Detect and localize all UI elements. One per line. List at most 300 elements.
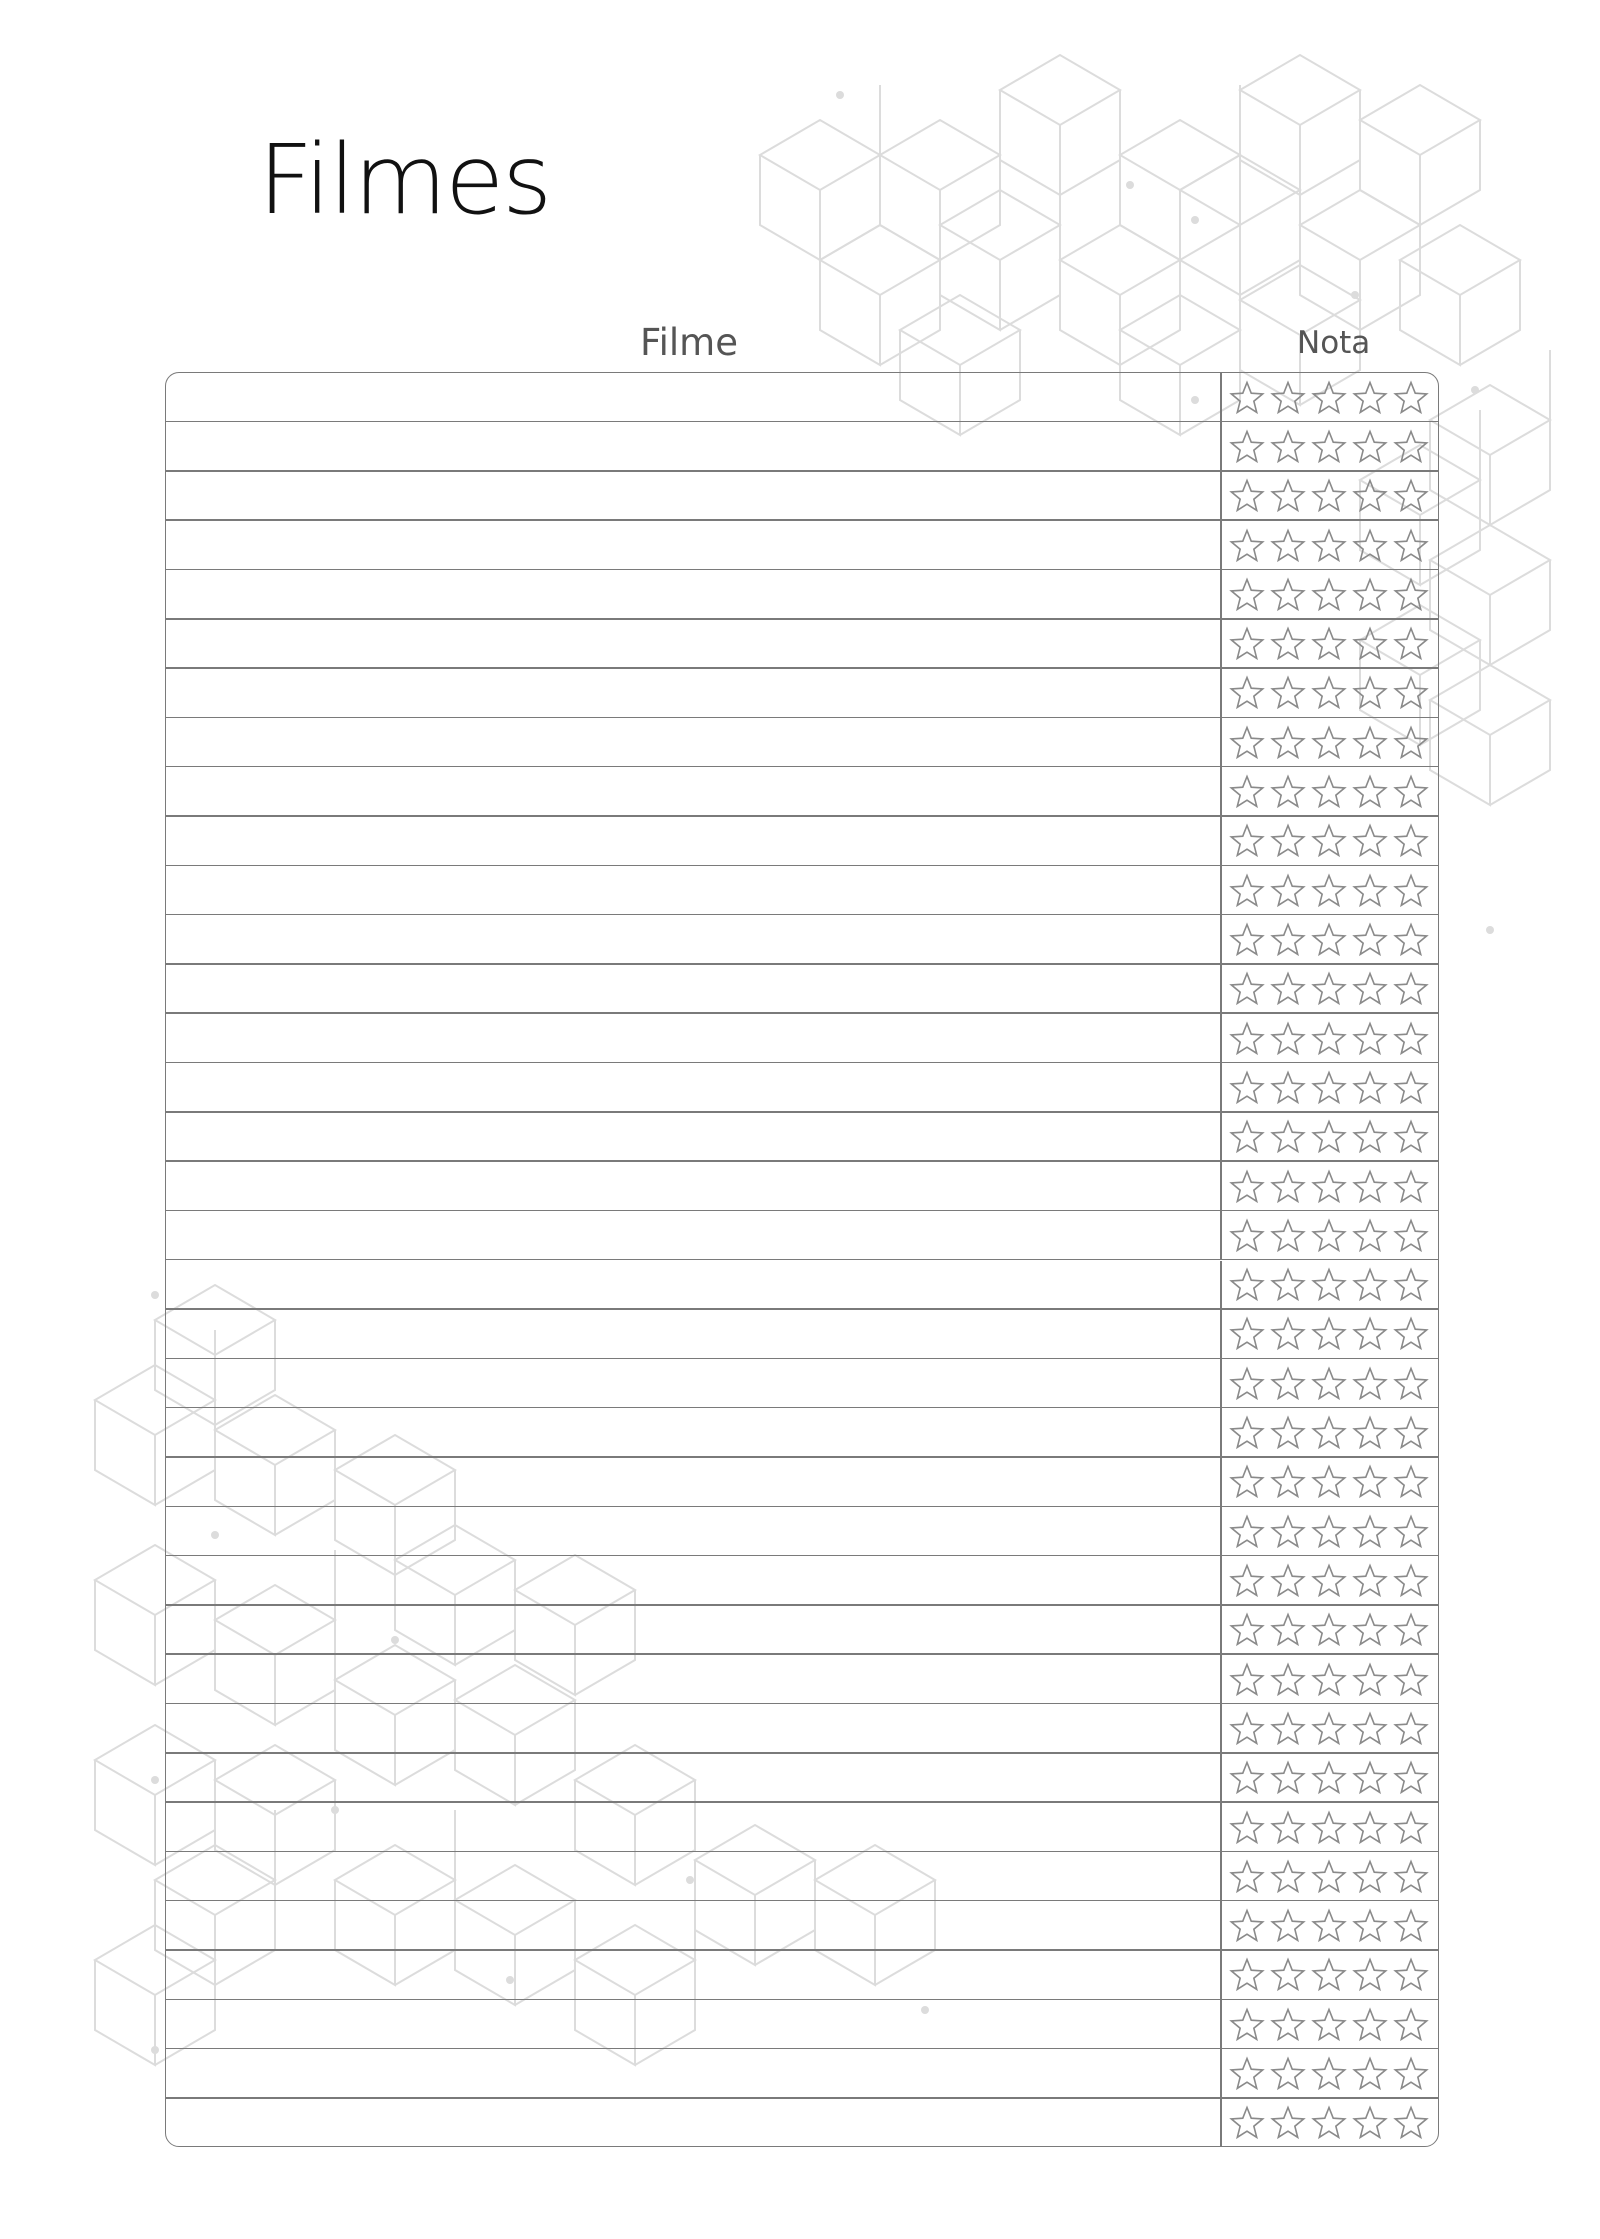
column-divider (1220, 1261, 1222, 1310)
table-row (166, 1901, 1438, 1950)
star-rating (1229, 1261, 1434, 1310)
star-outline-icon[interactable] (1311, 1316, 1347, 1352)
star-outline-icon[interactable] (1229, 1612, 1265, 1648)
film-title-field[interactable] (166, 767, 1220, 816)
table-row (166, 1359, 1438, 1408)
star-outline-icon[interactable] (1270, 1859, 1306, 1895)
table-row (166, 767, 1438, 816)
star-outline-icon[interactable] (1270, 1021, 1306, 1057)
star-outline-icon[interactable] (1352, 1711, 1388, 1747)
star-outline-icon[interactable] (1229, 1267, 1265, 1303)
star-outline-icon[interactable] (1393, 1662, 1429, 1698)
column-divider (1220, 1211, 1222, 1260)
star-outline-icon[interactable] (1229, 1514, 1265, 1550)
star-outline-icon[interactable] (1393, 823, 1429, 859)
star-outline-icon[interactable] (1352, 1267, 1388, 1303)
star-outline-icon[interactable] (1270, 1908, 1306, 1944)
star-outline-icon[interactable] (1229, 1859, 1265, 1895)
star-outline-icon[interactable] (1270, 873, 1306, 909)
star-outline-icon[interactable] (1270, 725, 1306, 761)
star-outline-icon[interactable] (1311, 1859, 1347, 1895)
film-title-field[interactable] (166, 915, 1220, 964)
star-outline-icon[interactable] (1270, 1070, 1306, 1106)
star-outline-icon[interactable] (1352, 380, 1388, 416)
star-outline-icon[interactable] (1311, 675, 1347, 711)
film-title-field[interactable] (166, 1754, 1220, 1803)
star-outline-icon[interactable] (1352, 1415, 1388, 1451)
star-outline-icon[interactable] (1352, 1119, 1388, 1155)
star-outline-icon[interactable] (1352, 1908, 1388, 1944)
film-title-field[interactable] (166, 1211, 1220, 1260)
star-outline-icon[interactable] (1393, 1119, 1429, 1155)
star-outline-icon[interactable] (1311, 1957, 1347, 1993)
table-row (166, 1113, 1438, 1162)
star-outline-icon[interactable] (1229, 1218, 1265, 1254)
film-title-field[interactable] (166, 1261, 1220, 1310)
film-title-field[interactable] (166, 1408, 1220, 1457)
film-title-field[interactable] (166, 521, 1220, 570)
star-outline-icon[interactable] (1393, 1021, 1429, 1057)
film-title-field[interactable] (166, 1162, 1220, 1211)
star-outline-icon[interactable] (1311, 1218, 1347, 1254)
star-outline-icon[interactable] (1229, 725, 1265, 761)
star-rating (1229, 1162, 1434, 1211)
star-outline-icon[interactable] (1311, 2105, 1347, 2141)
star-outline-icon[interactable] (1352, 1021, 1388, 1057)
star-outline-icon[interactable] (1311, 380, 1347, 416)
star-outline-icon[interactable] (1270, 478, 1306, 514)
column-divider (1220, 1507, 1222, 1556)
pattern-node-dot (836, 91, 844, 99)
star-outline-icon[interactable] (1311, 1464, 1347, 1500)
star-outline-icon[interactable] (1352, 1514, 1388, 1550)
column-divider (1220, 1606, 1222, 1655)
star-outline-icon[interactable] (1270, 2007, 1306, 2043)
star-outline-icon[interactable] (1229, 1563, 1265, 1599)
star-rating (1229, 1014, 1434, 1063)
star-outline-icon[interactable] (1393, 1366, 1429, 1402)
film-title-field[interactable] (166, 620, 1220, 669)
star-outline-icon[interactable] (1311, 1514, 1347, 1550)
film-title-field[interactable] (166, 472, 1220, 521)
star-rating (1229, 1951, 1434, 2000)
pattern-node-dot (1191, 216, 1199, 224)
star-outline-icon[interactable] (1393, 1218, 1429, 1254)
star-rating (1229, 1507, 1434, 1556)
star-outline-icon[interactable] (1229, 1070, 1265, 1106)
star-rating (1229, 1754, 1434, 1803)
star-outline-icon[interactable] (1311, 1070, 1347, 1106)
film-title-field[interactable] (166, 1507, 1220, 1556)
star-outline-icon[interactable] (1229, 1810, 1265, 1846)
star-outline-icon[interactable] (1270, 675, 1306, 711)
star-outline-icon[interactable] (1352, 725, 1388, 761)
star-outline-icon[interactable] (1229, 1711, 1265, 1747)
star-outline-icon[interactable] (1270, 1810, 1306, 1846)
star-outline-icon[interactable] (1229, 1760, 1265, 1796)
table-row (166, 817, 1438, 866)
star-rating (1229, 1359, 1434, 1408)
star-rating (1229, 1655, 1434, 1704)
star-outline-icon[interactable] (1229, 380, 1265, 416)
star-outline-icon[interactable] (1270, 1169, 1306, 1205)
table-row (166, 1310, 1438, 1359)
star-outline-icon[interactable] (1229, 1316, 1265, 1352)
cube-outline (820, 225, 940, 365)
star-outline-icon[interactable] (1311, 823, 1347, 859)
star-outline-icon[interactable] (1393, 429, 1429, 465)
star-outline-icon[interactable] (1270, 1957, 1306, 1993)
star-outline-icon[interactable] (1229, 1119, 1265, 1155)
star-outline-icon[interactable] (1311, 971, 1347, 1007)
star-rating (1229, 373, 1434, 422)
star-outline-icon[interactable] (1352, 675, 1388, 711)
star-outline-icon[interactable] (1352, 1859, 1388, 1895)
star-outline-icon[interactable] (1270, 922, 1306, 958)
star-outline-icon[interactable] (1352, 774, 1388, 810)
column-divider (1220, 2049, 1222, 2098)
star-outline-icon[interactable] (1352, 1760, 1388, 1796)
star-outline-icon[interactable] (1311, 1563, 1347, 1599)
table-row (166, 570, 1438, 619)
film-title-field[interactable] (166, 1063, 1220, 1112)
star-outline-icon[interactable] (1311, 1810, 1347, 1846)
column-divider (1220, 2000, 1222, 2049)
star-outline-icon[interactable] (1393, 1464, 1429, 1500)
table-row (166, 373, 1438, 422)
star-outline-icon[interactable] (1352, 2007, 1388, 2043)
star-outline-icon[interactable] (1311, 1711, 1347, 1747)
table-row (166, 1211, 1438, 1260)
star-outline-icon[interactable] (1311, 577, 1347, 613)
table-row (166, 422, 1438, 471)
star-outline-icon[interactable] (1311, 1021, 1347, 1057)
star-outline-icon[interactable] (1393, 1612, 1429, 1648)
film-title-field[interactable] (166, 1852, 1220, 1901)
column-divider (1220, 767, 1222, 816)
star-outline-icon[interactable] (1270, 1514, 1306, 1550)
table-row (166, 620, 1438, 669)
star-outline-icon[interactable] (1270, 528, 1306, 564)
table-row (166, 1606, 1438, 1655)
star-outline-icon[interactable] (1270, 1563, 1306, 1599)
star-rating (1229, 1310, 1434, 1359)
table-row (166, 1014, 1438, 1063)
star-outline-icon[interactable] (1229, 429, 1265, 465)
star-outline-icon[interactable] (1311, 725, 1347, 761)
star-outline-icon[interactable] (1229, 971, 1265, 1007)
star-outline-icon[interactable] (1393, 2007, 1429, 2043)
star-outline-icon[interactable] (1352, 1169, 1388, 1205)
star-outline-icon[interactable] (1393, 1711, 1429, 1747)
column-divider (1220, 1852, 1222, 1901)
column-divider (1220, 718, 1222, 767)
star-outline-icon[interactable] (1229, 528, 1265, 564)
cube-outline (1000, 55, 1120, 195)
star-outline-icon[interactable] (1270, 1119, 1306, 1155)
star-outline-icon[interactable] (1352, 577, 1388, 613)
star-outline-icon[interactable] (1229, 1908, 1265, 1944)
film-title-field[interactable] (166, 965, 1220, 1014)
star-outline-icon[interactable] (1311, 429, 1347, 465)
star-outline-icon[interactable] (1311, 1662, 1347, 1698)
star-outline-icon[interactable] (1352, 1563, 1388, 1599)
star-outline-icon[interactable] (1270, 577, 1306, 613)
star-outline-icon[interactable] (1352, 478, 1388, 514)
film-title-field[interactable] (166, 1951, 1220, 2000)
table-row (166, 1556, 1438, 1605)
star-outline-icon[interactable] (1229, 1169, 1265, 1205)
star-outline-icon[interactable] (1393, 1267, 1429, 1303)
star-outline-icon[interactable] (1270, 1267, 1306, 1303)
star-outline-icon[interactable] (1393, 1169, 1429, 1205)
star-outline-icon[interactable] (1352, 1957, 1388, 1993)
table-row (166, 1655, 1438, 1704)
star-outline-icon[interactable] (1229, 2105, 1265, 2141)
star-outline-icon[interactable] (1311, 1119, 1347, 1155)
star-rating (1229, 669, 1434, 718)
star-outline-icon[interactable] (1311, 528, 1347, 564)
film-title-field[interactable] (166, 1901, 1220, 1950)
star-outline-icon[interactable] (1270, 1218, 1306, 1254)
star-outline-icon[interactable] (1393, 922, 1429, 958)
cube-outline (1430, 525, 1550, 665)
star-outline-icon[interactable] (1352, 1366, 1388, 1402)
star-outline-icon[interactable] (1229, 577, 1265, 613)
star-outline-icon[interactable] (1229, 1464, 1265, 1500)
cube-outline (760, 120, 880, 260)
film-title-field[interactable] (166, 718, 1220, 767)
table-row (166, 1704, 1438, 1753)
column-divider (1220, 1951, 1222, 2000)
star-outline-icon[interactable] (1229, 1415, 1265, 1451)
star-outline-icon[interactable] (1270, 429, 1306, 465)
star-outline-icon[interactable] (1311, 2007, 1347, 2043)
film-title-field[interactable] (166, 1704, 1220, 1753)
star-outline-icon[interactable] (1352, 971, 1388, 1007)
star-outline-icon[interactable] (1393, 1810, 1429, 1846)
star-outline-icon[interactable] (1229, 675, 1265, 711)
star-outline-icon[interactable] (1393, 2056, 1429, 2092)
star-outline-icon[interactable] (1229, 823, 1265, 859)
pattern-node-dot (1471, 386, 1479, 394)
star-outline-icon[interactable] (1393, 528, 1429, 564)
star-outline-icon[interactable] (1352, 2056, 1388, 2092)
film-title-field[interactable] (166, 2099, 1220, 2147)
star-outline-icon[interactable] (1352, 1810, 1388, 1846)
star-outline-icon[interactable] (1352, 626, 1388, 662)
star-outline-icon[interactable] (1270, 1711, 1306, 1747)
star-outline-icon[interactable] (1270, 2056, 1306, 2092)
pattern-node-dot (1126, 181, 1134, 189)
star-rating (1229, 1901, 1434, 1950)
star-rating (1229, 422, 1434, 471)
star-outline-icon[interactable] (1393, 1514, 1429, 1550)
column-divider (1220, 1704, 1222, 1753)
star-outline-icon[interactable] (1393, 774, 1429, 810)
star-rating (1229, 2049, 1434, 2098)
star-outline-icon[interactable] (1393, 873, 1429, 909)
star-outline-icon[interactable] (1311, 774, 1347, 810)
film-title-field[interactable] (166, 1014, 1220, 1063)
star-outline-icon[interactable] (1311, 873, 1347, 909)
star-rating (1229, 570, 1434, 619)
film-title-field[interactable] (166, 373, 1220, 422)
film-title-field[interactable] (166, 817, 1220, 866)
star-outline-icon[interactable] (1229, 2007, 1265, 2043)
star-rating (1229, 1704, 1434, 1753)
table-row (166, 1408, 1438, 1457)
table-row (166, 718, 1438, 767)
star-outline-icon[interactable] (1352, 823, 1388, 859)
star-outline-icon[interactable] (1311, 1908, 1347, 1944)
star-outline-icon[interactable] (1229, 1662, 1265, 1698)
column-divider (1220, 965, 1222, 1014)
star-outline-icon[interactable] (1229, 922, 1265, 958)
film-title-field[interactable] (166, 2000, 1220, 2049)
column-divider (1220, 521, 1222, 570)
star-outline-icon[interactable] (1352, 2105, 1388, 2141)
film-title-field[interactable] (166, 1310, 1220, 1359)
star-outline-icon[interactable] (1352, 1070, 1388, 1106)
star-rating (1229, 817, 1434, 866)
star-outline-icon[interactable] (1311, 1169, 1347, 1205)
table-row (166, 1754, 1438, 1803)
star-rating (1229, 620, 1434, 669)
star-outline-icon[interactable] (1270, 1662, 1306, 1698)
star-outline-icon[interactable] (1352, 873, 1388, 909)
star-rating (1229, 1803, 1434, 1852)
table-row (166, 1507, 1438, 1556)
star-outline-icon[interactable] (1393, 1908, 1429, 1944)
film-title-field[interactable] (166, 1113, 1220, 1162)
star-outline-icon[interactable] (1270, 1415, 1306, 1451)
star-outline-icon[interactable] (1270, 1316, 1306, 1352)
star-outline-icon[interactable] (1270, 1760, 1306, 1796)
film-title-field[interactable] (166, 866, 1220, 915)
star-outline-icon[interactable] (1311, 478, 1347, 514)
star-outline-icon[interactable] (1229, 774, 1265, 810)
table-row (166, 2099, 1438, 2147)
star-outline-icon[interactable] (1229, 1021, 1265, 1057)
star-outline-icon[interactable] (1311, 1366, 1347, 1402)
star-outline-icon[interactable] (1393, 1070, 1429, 1106)
star-outline-icon[interactable] (1352, 1218, 1388, 1254)
star-rating (1229, 915, 1434, 964)
table-row (166, 1063, 1438, 1112)
star-outline-icon[interactable] (1393, 725, 1429, 761)
star-outline-icon[interactable] (1270, 823, 1306, 859)
star-outline-icon[interactable] (1352, 1662, 1388, 1698)
star-outline-icon[interactable] (1393, 1760, 1429, 1796)
star-outline-icon[interactable] (1352, 1464, 1388, 1500)
star-outline-icon[interactable] (1270, 2105, 1306, 2141)
column-divider (1220, 570, 1222, 619)
star-outline-icon[interactable] (1270, 380, 1306, 416)
star-outline-icon[interactable] (1352, 429, 1388, 465)
star-outline-icon[interactable] (1311, 1415, 1347, 1451)
star-outline-icon[interactable] (1229, 1366, 1265, 1402)
star-outline-icon[interactable] (1270, 1464, 1306, 1500)
pattern-node-dot (151, 2046, 159, 2054)
star-outline-icon[interactable] (1393, 380, 1429, 416)
star-outline-icon[interactable] (1393, 675, 1429, 711)
cube-outline (940, 190, 1060, 330)
film-column-header: Filme (640, 321, 738, 364)
film-title-field[interactable] (166, 1458, 1220, 1507)
column-divider (1220, 1310, 1222, 1359)
star-outline-icon[interactable] (1311, 1267, 1347, 1303)
film-title-field[interactable] (166, 1606, 1220, 1655)
star-rating (1229, 521, 1434, 570)
star-outline-icon[interactable] (1393, 2105, 1429, 2141)
star-outline-icon[interactable] (1311, 626, 1347, 662)
film-title-field[interactable] (166, 669, 1220, 718)
star-outline-icon[interactable] (1352, 1612, 1388, 1648)
star-outline-icon[interactable] (1393, 1957, 1429, 1993)
star-outline-icon[interactable] (1393, 626, 1429, 662)
star-outline-icon[interactable] (1270, 626, 1306, 662)
star-outline-icon[interactable] (1393, 1563, 1429, 1599)
pattern-node-dot (1351, 291, 1359, 299)
star-outline-icon[interactable] (1352, 1316, 1388, 1352)
table-row (166, 2000, 1438, 2049)
film-title-field[interactable] (166, 1803, 1220, 1852)
star-outline-icon[interactable] (1270, 971, 1306, 1007)
star-outline-icon[interactable] (1393, 577, 1429, 613)
star-outline-icon[interactable] (1393, 1859, 1429, 1895)
star-outline-icon[interactable] (1393, 478, 1429, 514)
star-outline-icon[interactable] (1229, 873, 1265, 909)
star-outline-icon[interactable] (1270, 774, 1306, 810)
star-outline-icon[interactable] (1229, 1957, 1265, 1993)
star-outline-icon[interactable] (1311, 1760, 1347, 1796)
star-outline-icon[interactable] (1311, 1612, 1347, 1648)
movie-log-table (165, 372, 1439, 2147)
star-outline-icon[interactable] (1229, 2056, 1265, 2092)
column-divider (1220, 1014, 1222, 1063)
film-title-field[interactable] (166, 422, 1220, 471)
cube-outline (1360, 85, 1480, 225)
table-row (166, 915, 1438, 964)
star-rating (1229, 1606, 1434, 1655)
star-outline-icon[interactable] (1270, 1612, 1306, 1648)
star-rating (1229, 965, 1434, 1014)
page-title: Filmes (258, 124, 551, 236)
column-divider (1220, 1359, 1222, 1408)
film-title-field[interactable] (166, 1655, 1220, 1704)
column-divider (1220, 2099, 1222, 2147)
star-outline-icon[interactable] (1229, 478, 1265, 514)
star-outline-icon[interactable] (1311, 922, 1347, 958)
star-outline-icon[interactable] (1393, 971, 1429, 1007)
column-divider (1220, 620, 1222, 669)
star-outline-icon[interactable] (1352, 528, 1388, 564)
star-outline-icon[interactable] (1311, 2056, 1347, 2092)
column-divider (1220, 817, 1222, 866)
star-outline-icon[interactable] (1393, 1415, 1429, 1451)
star-outline-icon[interactable] (1270, 1366, 1306, 1402)
film-title-field[interactable] (166, 570, 1220, 619)
star-rating (1229, 472, 1434, 521)
star-outline-icon[interactable] (1229, 626, 1265, 662)
film-title-field[interactable] (166, 1556, 1220, 1605)
star-outline-icon[interactable] (1352, 922, 1388, 958)
film-title-field[interactable] (166, 1359, 1220, 1408)
table-row (166, 965, 1438, 1014)
star-outline-icon[interactable] (1393, 1316, 1429, 1352)
film-title-field[interactable] (166, 2049, 1220, 2098)
